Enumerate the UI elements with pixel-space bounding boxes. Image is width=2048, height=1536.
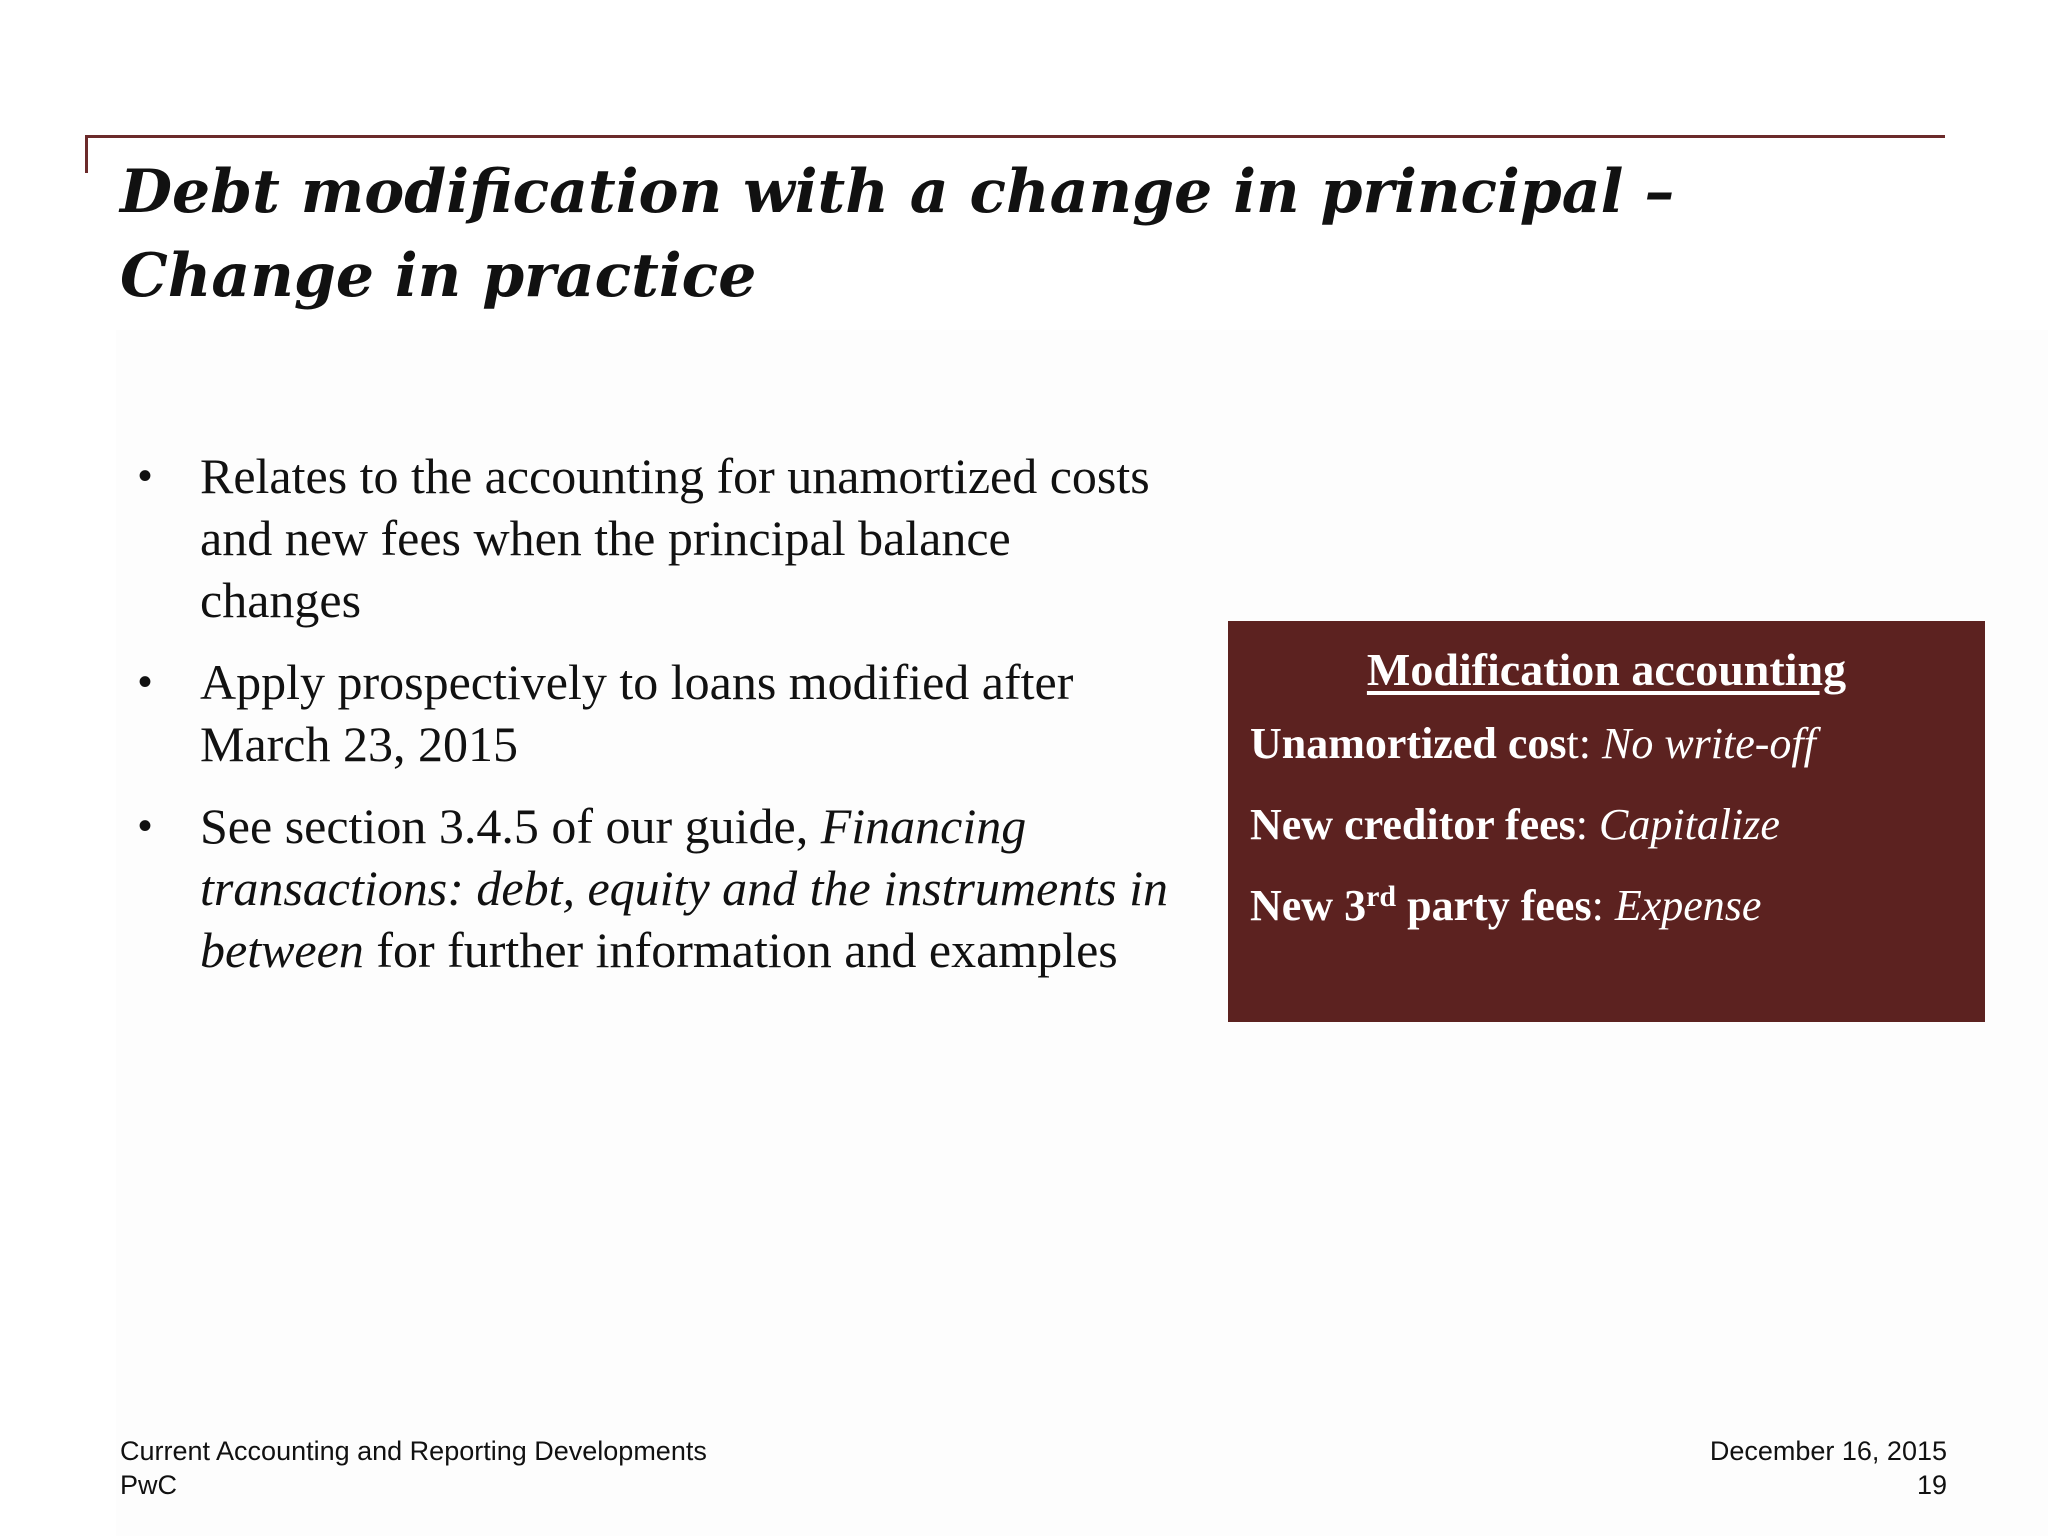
title-rule-horizontal: [85, 135, 1945, 138]
callout-label-suffix: party fees: [1396, 881, 1592, 930]
footer-right: [1710, 1434, 1947, 1502]
title-rule-vertical: [85, 135, 88, 173]
callout-label-unamortized-cost: Unamortized cos: [1250, 719, 1567, 768]
slide-title-line-1: Debt modification with a change in principal –: [120, 157, 1675, 227]
callout-separator: :: [1578, 719, 1602, 768]
bullet-list: [132, 445, 1172, 1001]
callout-row-new-third-party-fees: [1250, 879, 1963, 933]
callout-value-new-creditor-fees: Capitalize: [1599, 800, 1780, 849]
modification-accounting-callout: [1228, 621, 1985, 1022]
bullet-item-3: [132, 795, 1172, 981]
bullet-text-2: Apply prospectively to loans modified after March 23, 2015: [200, 654, 1074, 772]
callout-value-unamortized-cost: No write-off: [1601, 719, 1816, 768]
callout-separator: :: [1591, 881, 1615, 930]
guide-title-reference: Financing transactions: debt, equity and the instruments in between: [200, 798, 1168, 978]
slide-title: [120, 150, 1900, 318]
footer-date: December 16, 2015: [1709, 1436, 1947, 1466]
callout-title: Modification accounting: [1366, 644, 1847, 695]
footer-company: PwC: [120, 1470, 178, 1500]
bullet-icon: •: [138, 804, 153, 848]
callout-label-new-third-party-fees: [1250, 881, 1592, 930]
callout-label-unamortized-cost-tail: t: [1566, 719, 1579, 768]
bullet-item-2: [132, 651, 1172, 775]
bullet-text-3-after: for further information and examples: [363, 922, 1118, 978]
footer-publication-title: Current Accounting and Reporting Developments: [120, 1436, 707, 1466]
callout-value-new-third-party-fees: Expense: [1614, 881, 1762, 930]
page-number: 19: [1916, 1470, 1947, 1500]
bullet-icon: •: [138, 660, 153, 704]
bullet-icon: •: [138, 454, 153, 498]
callout-row-unamortized-cost: [1250, 717, 1963, 771]
bullet-text-3-before: See section 3.4.5 of our guide,: [200, 798, 821, 854]
bullet-text-1: Relates to the accounting for unamortized costs and new fees when the principal balance changes: [200, 448, 1150, 628]
bullet-item-1: [132, 445, 1172, 631]
callout-label-superscript: rd: [1366, 880, 1397, 913]
slide-title-line-2: Change in practice: [120, 241, 757, 311]
callout-separator: :: [1575, 800, 1600, 849]
callout-label-prefix: New 3: [1250, 881, 1367, 930]
callout-row-new-creditor-fees: [1250, 798, 1963, 852]
callout-label-new-creditor-fees: New creditor fees: [1250, 800, 1576, 849]
footer-left: [120, 1434, 707, 1502]
